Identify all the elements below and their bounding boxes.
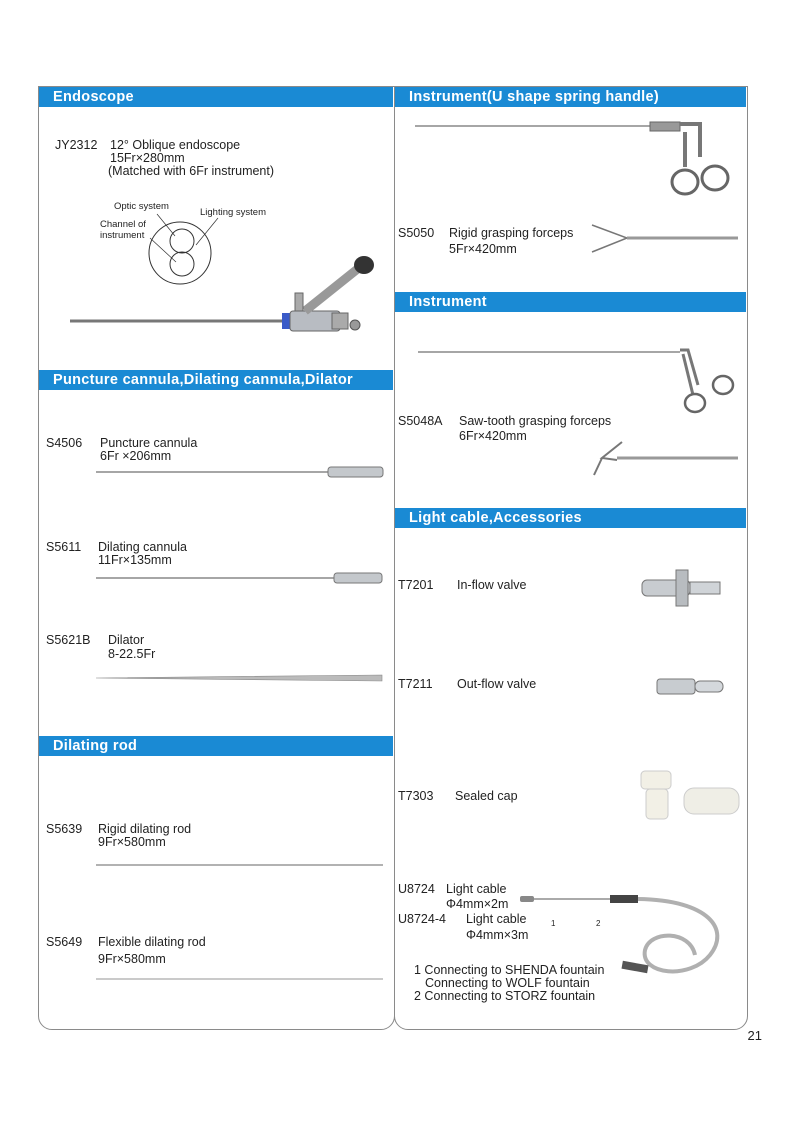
puncture-item-1-size: 6Fr ×206mm (100, 449, 172, 463)
instrument-u-name: Rigid grasping forceps (449, 226, 574, 240)
light-cable-size-2: Φ4mm×3m (466, 928, 529, 942)
rod-item-1-code: S5639 (46, 822, 83, 836)
puncture-item-2-name: Dilating cannula (98, 540, 187, 554)
rod-item-2-code: S5649 (46, 935, 83, 949)
light-cable-note-3: 2 Connecting to STORZ fountain (414, 989, 596, 1003)
instrument-u-size: 5Fr×420mm (449, 242, 517, 256)
rod-item-2-size: 9Fr×580mm (98, 952, 166, 966)
accessory-2-name: Out-flow valve (457, 677, 537, 691)
light-cable-name-1: Light cable (446, 882, 507, 896)
sealed-cap-image (636, 766, 746, 826)
flexible-rod-image (96, 976, 396, 982)
endoscope-note: (Matched with 6Fr instrument) (108, 164, 275, 178)
rigid-grasping-forceps-image (592, 220, 742, 260)
section-header-instrument: Instrument (395, 292, 746, 312)
page-number: 21 (747, 1028, 762, 1043)
puncture-item-3-size: 8-22.5Fr (108, 647, 156, 661)
accessory-1-name: In-flow valve (457, 578, 527, 592)
light-cable-marker-1: 1 (551, 919, 556, 928)
puncture-item-1-code: S4506 (46, 436, 83, 450)
section-header-light-cable: Light cable,Accessories (395, 508, 746, 528)
rod-item-1-size: 9Fr×580mm (98, 835, 166, 849)
saw-tooth-forceps-image (592, 440, 742, 485)
light-cable-code-1: U8724 (398, 882, 435, 896)
puncture-item-2-size: 11Fr×135mm (98, 553, 172, 567)
dilator-image (96, 671, 396, 685)
light-cable-note-2: Connecting to WOLF fountain (425, 976, 590, 990)
section-header-dilating-rod: Dilating rod (39, 736, 393, 756)
rod-item-2-name: Flexible dilating rod (98, 935, 206, 949)
left-panel (38, 86, 395, 1030)
accessory-3-name: Sealed cap (455, 789, 518, 803)
grasping-forceps-image (418, 340, 748, 415)
instrument-u-code: S5050 (398, 226, 435, 240)
diagram-label-channel-1: Channel of (100, 219, 146, 230)
instrument-code: S5048A (398, 414, 443, 428)
light-cable-name-2: Light cable (466, 912, 527, 926)
rigid-rod-image (96, 862, 396, 868)
section-header-instrument-u: Instrument(U shape spring handle) (395, 87, 746, 107)
puncture-item-1-name: Puncture cannula (100, 436, 198, 450)
puncture-item-3-code: S5621B (46, 633, 91, 647)
light-cable-code-2: U8724-4 (398, 912, 446, 926)
endoscope-code: JY2312 (55, 138, 98, 152)
accessory-3-code: T7303 (398, 789, 434, 803)
diagram-label-channel-2: instrument (100, 230, 145, 241)
diagram-label-optic: Optic system (114, 201, 169, 212)
accessory-1-code: T7201 (398, 578, 434, 592)
section-header-endoscope: Endoscope (39, 87, 393, 107)
puncture-cannula-image (96, 465, 396, 479)
section-header-puncture: Puncture cannula,Dilating cannula,Dilator (39, 370, 393, 390)
in-flow-valve-image (640, 565, 730, 615)
instrument-size: 6Fr×420mm (459, 429, 527, 443)
instrument-name: Saw-tooth grasping forceps (459, 414, 612, 428)
endoscope-image (70, 255, 380, 345)
diagram-label-lighting: Lighting system (200, 207, 267, 218)
puncture-item-3-name: Dilator (108, 633, 145, 647)
light-cable-marker-2: 2 (596, 919, 601, 928)
endoscope-name: 12° Oblique endoscope (110, 138, 241, 152)
light-cable-size-1: Φ4mm×2m (446, 897, 509, 911)
u-handle-forceps-image (415, 112, 745, 197)
puncture-item-2-code: S5611 (46, 540, 82, 554)
light-cable-note-1: 1 Connecting to SHENDA fountain (414, 963, 605, 977)
out-flow-valve-image (655, 675, 730, 699)
endoscope-size: 15Fr×280mm (110, 151, 185, 165)
rod-item-1-name: Rigid dilating rod (98, 822, 192, 836)
dilating-cannula-image (96, 571, 396, 585)
accessory-2-code: T7211 (398, 677, 433, 691)
